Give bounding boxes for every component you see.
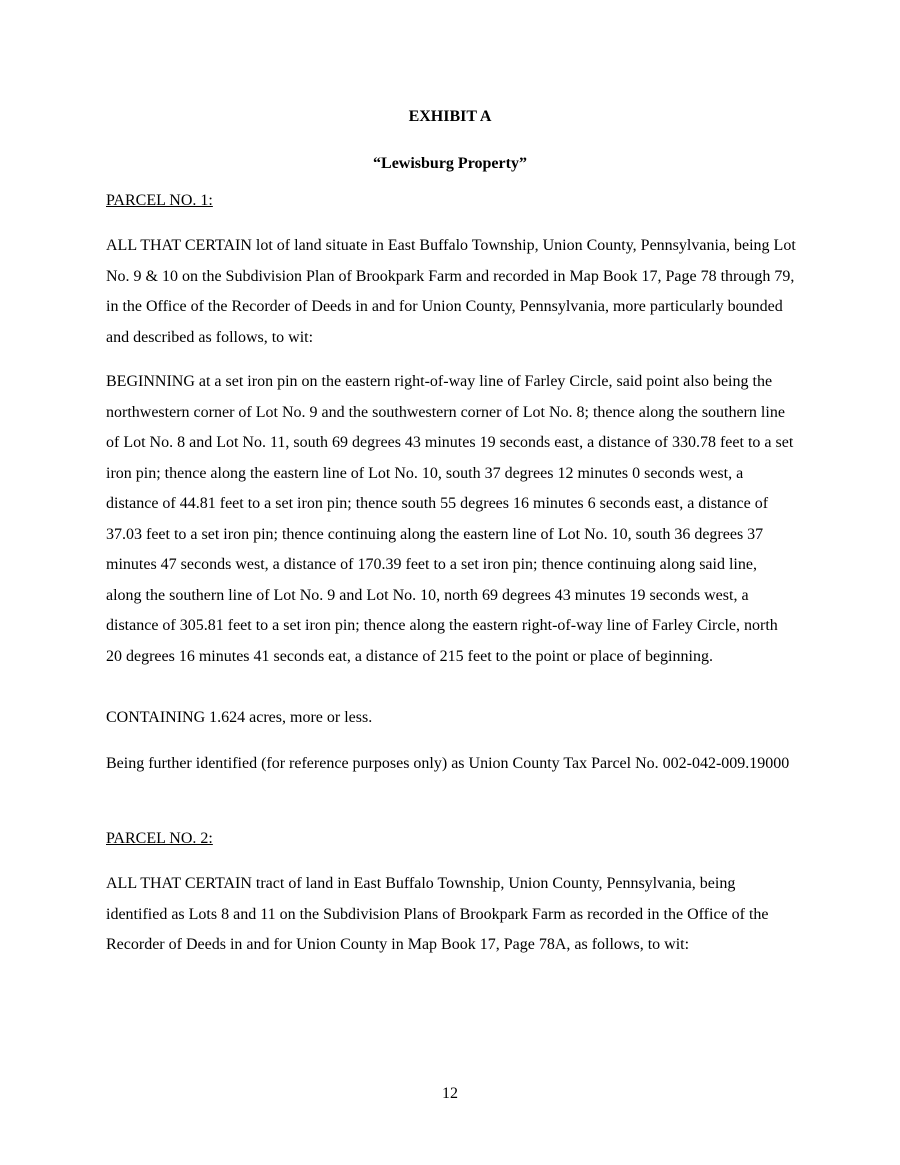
parcel-1-tax-parcel-paragraph: Being further identified (for reference purposes only) as Union County Tax Parcel No. 002-042-009.19000 <box>106 755 790 772</box>
exhibit-subtitle: “Lewisburg Property” <box>373 155 527 172</box>
parcel-1-containing-line: CONTAINING 1.624 acres, more or less. <box>106 709 373 726</box>
parcel-1-metes-and-bounds-paragraph: BEGINNING at a set iron pin on the eastern right-of-way line of Farley Circle, said point also being the northwestern corner of Lot No. 9 and the southwestern corner of Lot No. 8; thence along the southern line of Lot No. 8 and Lot No. 11, south 69 degrees 43 minutes 19 seconds east, a distance of 330.78 feet to a set iron pin; thence along the eastern line of Lot No. 10, south 37 degrees 12 minutes 0 seconds west, a distance of 44.81 feet to a set iron pin; thence south 55 degrees 16 minutes 6 seconds east, a distance of 37.03 feet to a set iron pin; thence continuing along the eastern line of Lot No. 10, south 36 degrees 37 minutes 47 seconds west, a distance of 170.39 feet to a set iron pin; thence continuing along said line, along the southern line of Lot No. 9 and Lot No. 10, north 69 degrees 43 minutes 19 seconds west, a distance of 305.81 feet to a set iron pin; thence along the eastern right-of-way line of Farley Circle, north 20 degrees 16 minutes 41 seconds eat, a distance of 215 feet to the point or place of beginning. <box>106 373 794 665</box>
page-number: 12 <box>442 1085 458 1102</box>
parcel-2-intro-paragraph: ALL THAT CERTAIN tract of land in East Buffalo Township, Union County, Pennsylvania, being identified as Lots 8 and 11 on the Subdivision Plans of Brookpark Farm as recorded in the Office of the Recorder of Deeds in and for Union County in Map Book 17, Page 78A, as follows, to wit: <box>106 875 769 953</box>
parcel-1-intro-paragraph: ALL THAT CERTAIN lot of land situate in East Buffalo Township, Union County, Pennsylvania, being Lot No. 9 & 10 on the Subdivision Plan of Brookpark Farm and recorded in Map Book 17, Page 78 through 79, in the Office of the Recorder of Deeds in and for Union County, Pennsylvania, more particularly bounded and described as follows, to wit: <box>106 237 796 346</box>
exhibit-title: EXHIBIT A <box>408 108 492 125</box>
parcel-2-label: PARCEL NO. 2: <box>106 830 213 847</box>
parcel-1-label: PARCEL NO. 1: <box>106 192 213 209</box>
